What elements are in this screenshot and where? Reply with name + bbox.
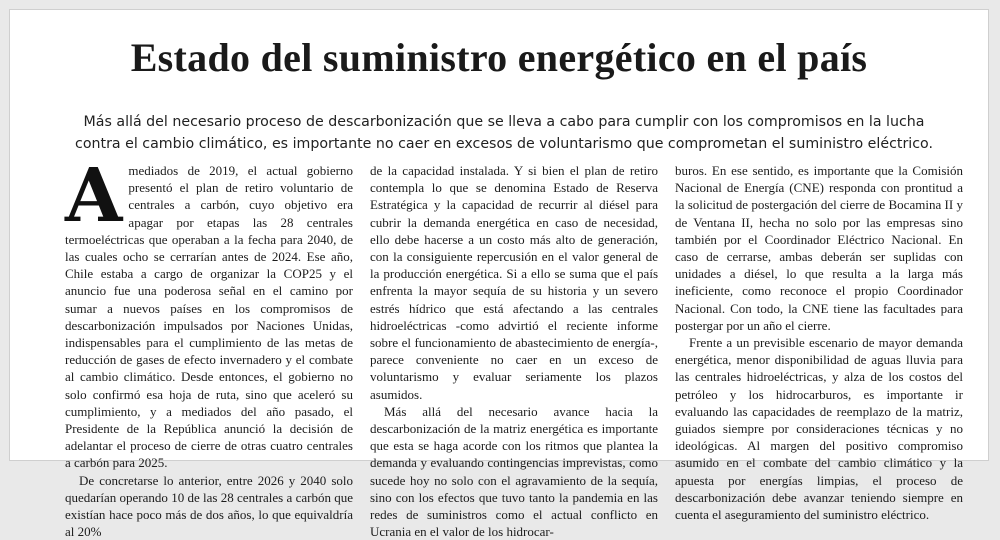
body-column-1 [65, 153, 353, 540]
paragraph: buros. En ese sentido, es importante que la Comisión Nacional de Energía (CNE) responda con prontitud a la solicitud de postergación del cierre de Bocamina II y de Ventana II, hecha no solo por las empresas sino también por el Coordinador Eléctrico Nacional. En caso de cerrarse, ambas deberán ser suplidas con unidades a diésel, lo que resulta a la larga más ineficiente, como reconoce el propio Coordinador Nacional. Con todo, la CNE tiene las facultades para postergar por un año el cierre. [675, 163, 963, 333]
article-lead: Más allá del necesario proceso de descarbonización que se lleva a cabo para cumplir con los compromisos en la lucha contra el cambio climático, es importante no caer en excesos de voluntarismo que comprometan el suministro eléctrico. [75, 114, 933, 152]
article-body [65, 153, 965, 540]
article-frame [9, 9, 989, 540]
paragraph: mediados de 2019, el actual gobierno presentó el plan de retiro voluntario de centrales a carbón, cuyo objetivo era apagar por etapas las 28 centrales termoeléctricas que operaban a la fecha para 2040, de las cuales ocho se cerrarían antes de 2024. Ese año, Chile estaba a cargo de organizar la COP25 y el anuncio fue una poderosa señal en el camino por sumar a nuevos países en los compromisos de descarbonización impulsados por Naciones Unidas, indispensables para el cumplimiento de las metas de reducción de gases de efecto invernadero y el combate al cambio climático. Desde entonces, el gobierno no solo confirmó esa hoja de ruta, sino que aceleró su cumplimiento, y a mediados del año pasado, el Presidente de la República anunció la decisión de adelantar el proceso de cierre de otras cuatro centrales a carbón para 2025. [65, 163, 353, 471]
drop-cap: A [65, 153, 123, 239]
article-title: Estado del suministro energético en el país [130, 35, 868, 80]
body-column-3 [675, 162, 963, 523]
paragraph: de la capacidad instalada. Y si bien el plan de retiro contempla lo que se denomina Estado de Reserva Estratégica y la capacidad de recurrir al diésel para cubrir la demanda energética en caso de necesidad, ello debe hacerse a un costo más alto de generación, con la consiguiente repercusión en el valor general de la producción energética. Si a ello se suma que el país enfrenta la mayor sequía de su historia y un severo estrés hídrico que está afectando a las centrales hidroeléctricas -como advirtió el reciente informe sobre el funcionamiento de abastecimiento de energía-, parece conveniente no caer en un exceso de voluntarismo y evaluar seriamente los plazos asumidos. [370, 163, 658, 402]
paragraph: De concretarse lo anterior, entre 2026 y 2040 solo quedarían operando 10 de las 28 centrales a carbón que existían hace poco más de dos años, lo que equivaldría al 20% [65, 472, 353, 540]
paragraph: Frente a un previsible escenario de mayor demanda energética, menor disponibilidad de aguas lluvia para las centrales hidroeléctricas, y alza de los costos del petróleo y los hidrocarburos, es importante ir evaluando las capacidades de reemplazo de la matriz, guiados siempre por consideraciones técnicas y no ideológicas. Al margen del positivo compromiso asumido en el combate del cambio climático y la apuesta por energías limpias, el proceso de descarbonización debe avanzar teniendo siempre en cuenta el aseguramiento del suministro eléctrico. [675, 335, 963, 523]
body-column-2 [370, 162, 658, 540]
paragraph: Más allá del necesario avance hacia la descarbonización de la matriz energética es importante que esta se haga acorde con los ritmos que plantea la demanda y evaluando contingencias imprevistas, como sucede hoy no solo con el agravamiento de la sequía, sino con los efectos que tuvo tanto la pandemia en las redes de suministros como el actual conflicto en Ucrania en el valor de los hidrocar- [370, 403, 658, 540]
